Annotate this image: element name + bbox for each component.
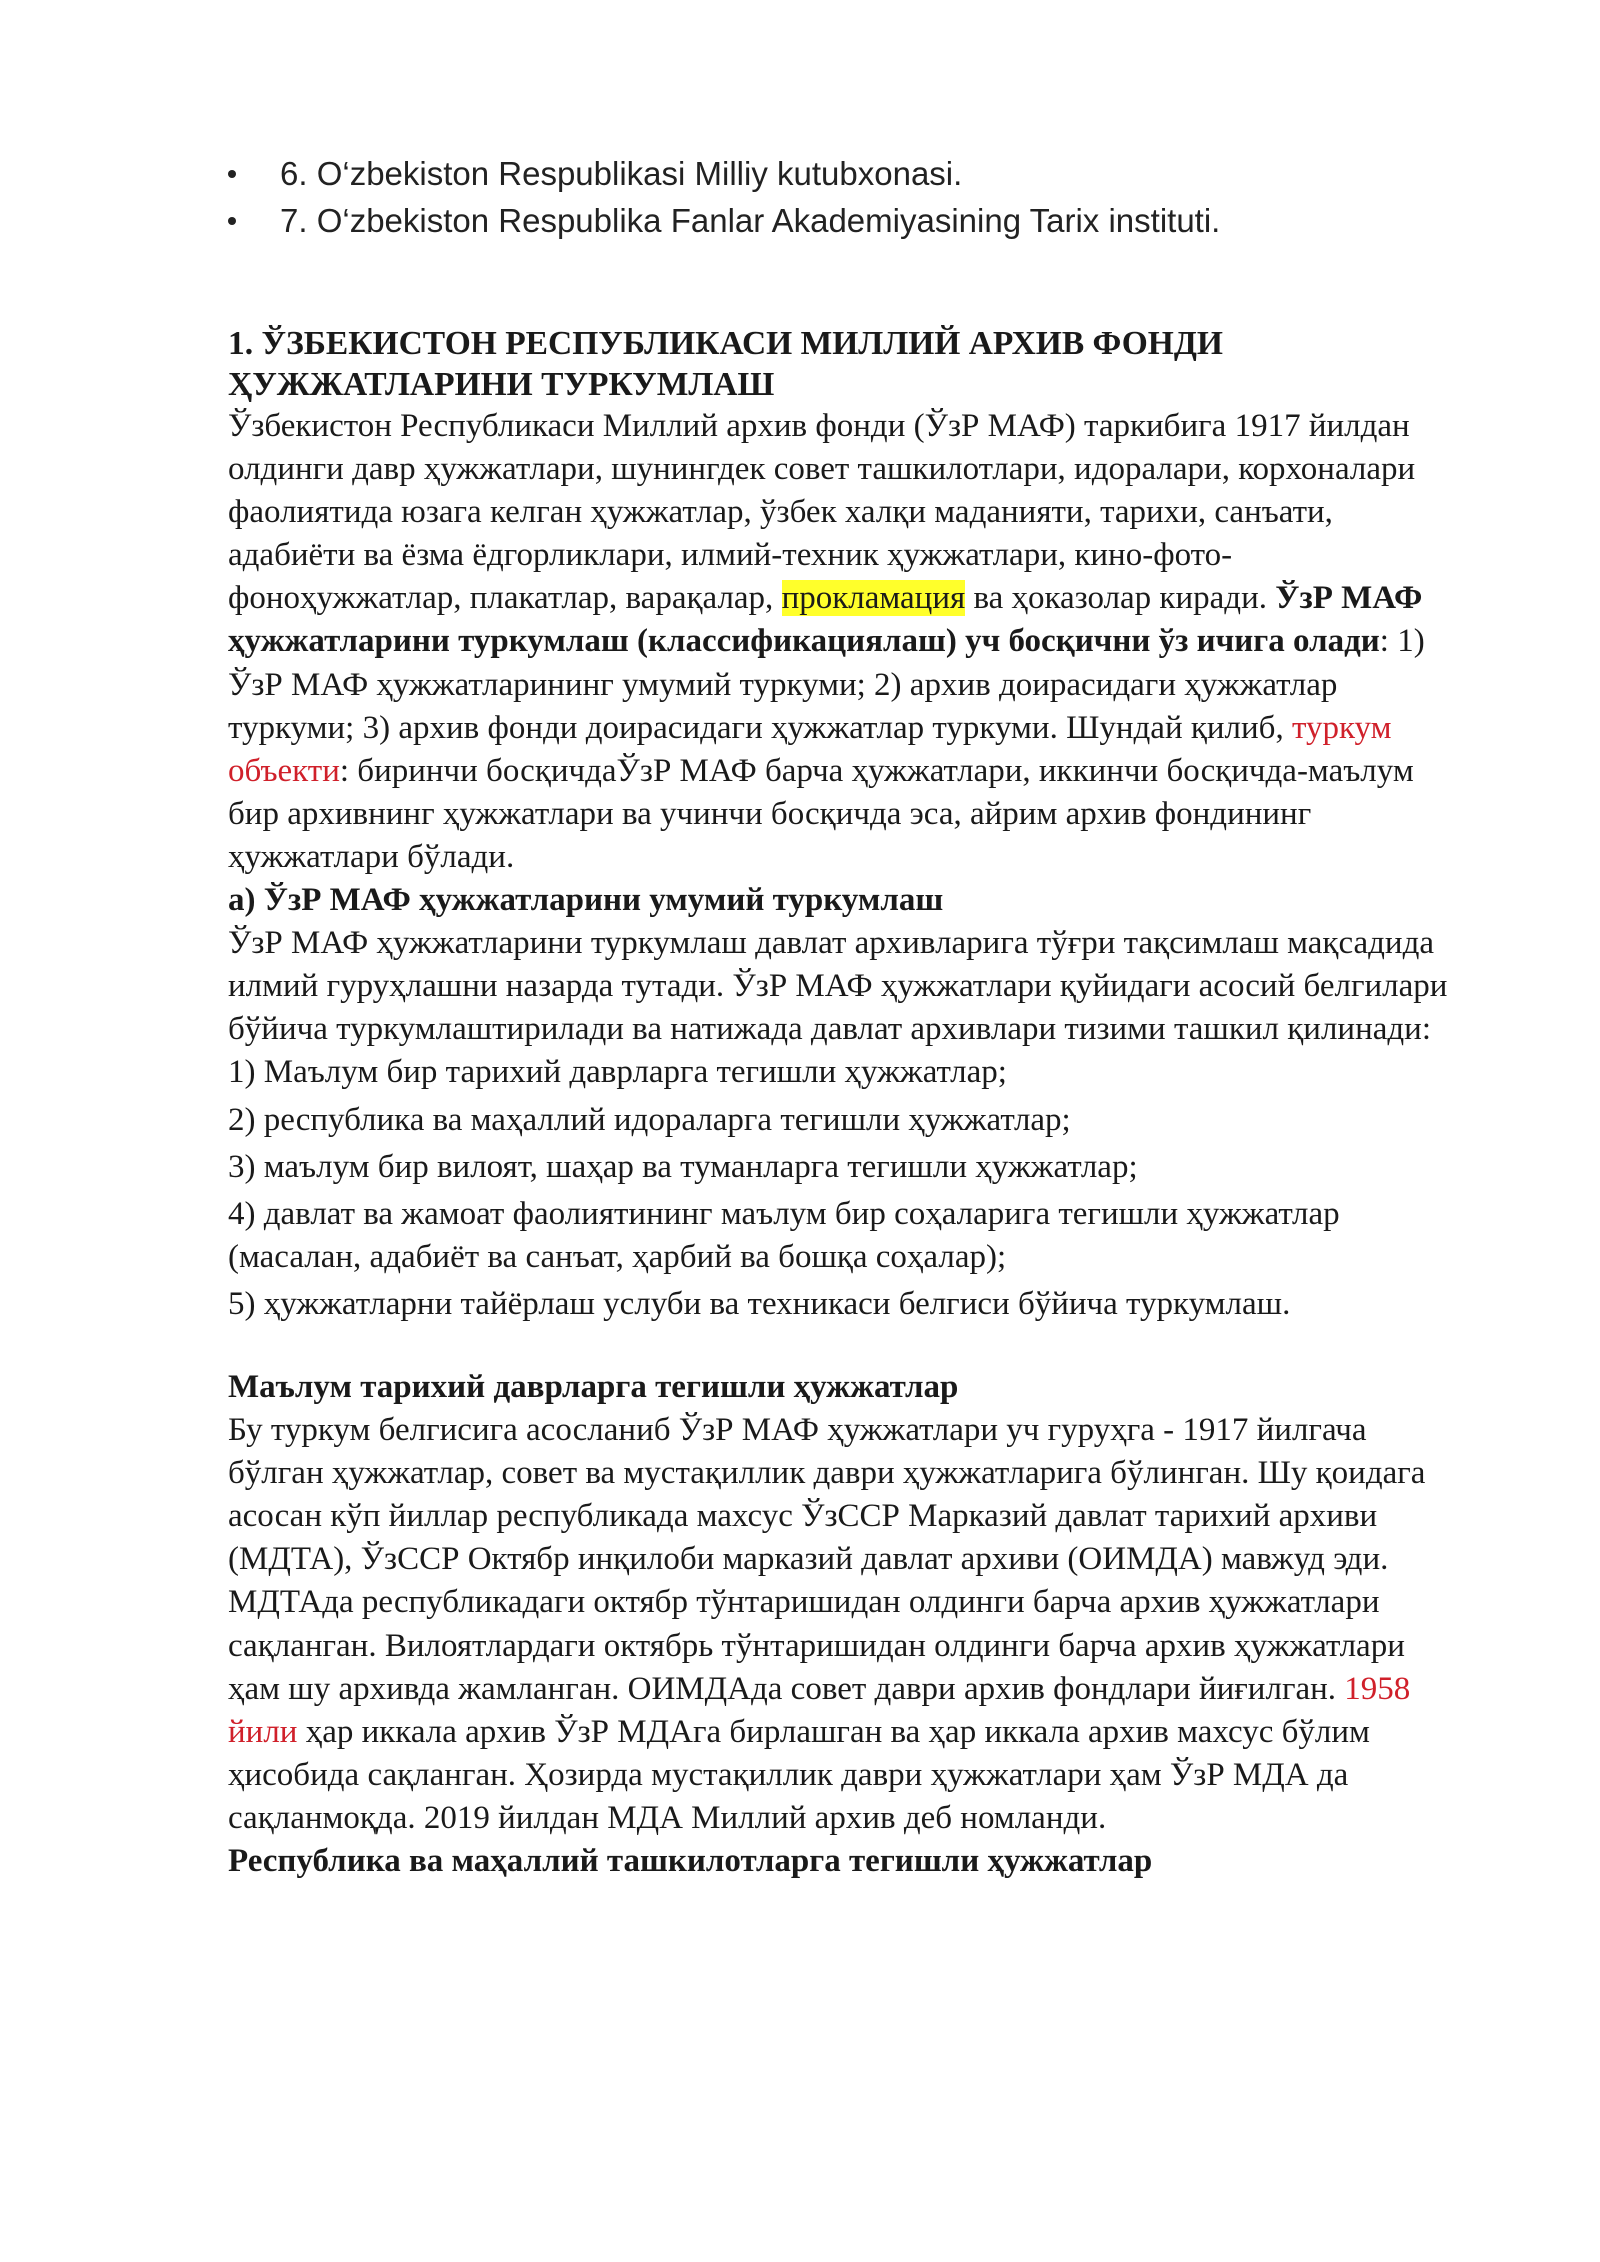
text-run: ва ҳоказолар киради. xyxy=(965,580,1276,617)
subheading-organizations: Республика ва маҳаллий ташкилотларга тегишли ҳужжатлар xyxy=(228,1843,1153,1879)
section-heading: 1. ЎЗБЕКИСТОН РЕСПУБЛИКАСИ МИЛЛИЙ АРХИВ ФОНДИ ҲУЖЖАТЛАРИНИ ТУРКУМЛАШ xyxy=(228,325,1223,403)
bullet-item xyxy=(228,150,1460,197)
bullet-item xyxy=(228,197,1460,244)
bullet-text: 6. O‘zbekiston Respublikasi Milliy kutubxonasi. xyxy=(280,155,963,192)
subheading-periods: Маълум тарихий даврларга тегишли ҳужжатлар xyxy=(228,1368,959,1405)
text-run: Бу туркум белгисига асосланиб ЎзР МАФ ҳужжатлари уч гуруҳга - 1917 йилгача бўлган ҳужжатлар, совет ва мустақиллик даври ҳужжатларига бўлинган. Шу қоидага асосан кўп йиллар республикада махсус ЎзССР Марказий давлат тарихий архиви (МДТА), ЎзССР Октябр инқилоби марказий давлат архиви (ОИМДА) мавжуд эди. МДТАда республикадаги октябр тўнтаришидан олдинги барча архив ҳужжатлари сақланган. Вилоятлардаги октябрь тўнтаришидан олдинги барча архив ҳужжатлари ҳам шу архивда жамланган. ОИМДАда совет даври архив фондлари йиғилган. xyxy=(228,1412,1426,1707)
list-item: 2) республика ва маҳаллий идораларга тегишли ҳужжатлар; xyxy=(228,1101,1071,1138)
subheading-general: а) ЎзР МАФ ҳужжатларини умумий туркумлаш xyxy=(228,882,944,919)
document-body xyxy=(228,323,1460,1883)
bullet-dot xyxy=(228,217,236,225)
text-run: ҳар иккала архив ЎзР МДАга бирлашган ва ҳар иккала архив махсус бўлим ҳисобида сақланган. Ҳозирда мустақиллик даври ҳужжатлари ҳам ЎзР МДА да сақланмоқда. 2019 йилдан МДА Миллий архив деб номланди. xyxy=(228,1713,1370,1836)
red-term: туркум объекти xyxy=(228,709,1392,789)
text-run: Ўзбекистон Республикаси Миллий архив фонди (ЎзР МАФ) таркибига 1917 йилдан олдинги давр ҳужжатлари, шунингдек совет ташкилотлари, идоралари, корхоналари фаолиятида юзага келган ҳужжатлар, ўзбек халқи маданияти, тарихи, санъати, адабиёти ва ёзма ёдгорликлари, илмий-техник ҳужжатлари, кино-фото-фоноҳужжатлар, плакатлар, варақалар, xyxy=(228,408,1416,617)
list-item: 3) маълум бир вилоят, шаҳар ва туманларга тегишли ҳужжатлар; xyxy=(228,1148,1138,1185)
highlighted-term: прокламация xyxy=(781,580,966,617)
bullet-dot xyxy=(228,170,236,178)
bold-phrase: ЎзР МАФ ҳужжатларини туркумлаш (классификациялаш) уч босқични ўз ичига олади xyxy=(228,580,1423,660)
list-item: 4) давлат ва жамоат фаолиятининг маълум бир соҳаларига тегишли ҳужжатлар (масалан, адабиёт ва санъат, ҳарбий ва бошқа соҳалар); xyxy=(228,1195,1340,1275)
paragraph-intro xyxy=(228,405,1460,879)
text-run: : 1) ЎзР МАФ ҳужжатларининг умумий туркуми; 2) архив доирасидаги ҳужжатлар туркуми; 3) архив фонди доирасидаги ҳужжатлар туркуми. Шундай қилиб, xyxy=(228,623,1425,746)
red-year: 1958 йили xyxy=(228,1670,1411,1750)
criteria-list xyxy=(228,1051,1460,1326)
bullet-text: 7. O‘zbekiston Respublika Fanlar Akademiyasining Tarix instituti. xyxy=(280,202,1221,239)
paragraph-periods xyxy=(228,1409,1460,1840)
text-run: : биринчи босқичдаЎзР МАФ барча ҳужжатлари, иккинчи босқичда-маълум бир архивнинг ҳужжатлари ва учинчи босқичда эса, айрим архив фондининг ҳужжатлари бўлади. xyxy=(228,752,1414,875)
paragraph-general: ЎзР МАФ ҳужжатларини туркумлаш давлат архивларига тўғри тақсимлаш мақсадида илмий гуруҳлашни назарда тутади. ЎзР МАФ ҳужжатлари қуйидаги асосий белгилари бўйича туркумлаштирилади ва натижада давлат архивлари тизими ташкил қилинади: xyxy=(228,925,1448,1048)
list-item: 1) Маълум бир тарихий даврларга тегишли ҳужжатлар; xyxy=(228,1054,1007,1091)
bullet-list xyxy=(228,150,1460,244)
list-item: 5) ҳужжатларни тайёрлаш услуби ва техникаси белгиси бўйича туркумлаш. xyxy=(228,1285,1291,1322)
